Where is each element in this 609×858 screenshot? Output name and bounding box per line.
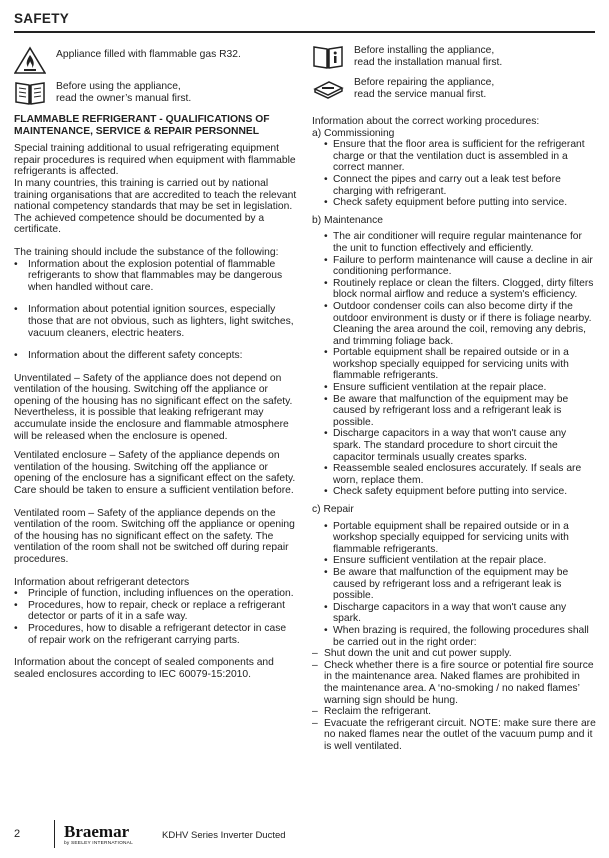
list-item: • Ensure sufficient ventilation at the repair place. bbox=[324, 555, 547, 567]
list-item: – Shut down the unit and cut power supply. bbox=[312, 648, 512, 660]
paragraph: Special training additional to usual refrigerating equipment repair procedures is required when equipment with flammable refrigerants is affected. bbox=[14, 143, 296, 178]
footer-divider bbox=[54, 820, 55, 848]
icon-text: Before installing the appliance, bbox=[354, 45, 495, 56]
icon-text: read the service manual first. bbox=[354, 88, 487, 100]
icon-text: Before repairing the appliance, bbox=[354, 77, 495, 88]
list-item: • Portable equipment shall be repaired outside or in a workshop specially equipped for servicing units with flammable refrigerants. bbox=[324, 520, 569, 555]
list-item: • Procedures, how to disable a refrigerant detector in case of repair work on the refrigerant carrying parts. bbox=[14, 622, 287, 646]
list-item: • Information about potential ignition sources, especially those that are not obvious, such as lighters, light switches, vacuum cleaners, electric heaters. bbox=[14, 304, 294, 339]
brand-tagline: by SEELEY INTERNATIONAL bbox=[64, 841, 133, 846]
icon-row-service-manual bbox=[312, 74, 596, 102]
paragraph: Information about refrigerant detectors bbox=[14, 576, 190, 588]
list-item: • Be aware that malfunction of the equipment may be caused by refrigerant loss and a refrigerant leak is possible. bbox=[324, 393, 569, 428]
left-column bbox=[14, 46, 297, 680]
flammable-warning-icon bbox=[14, 46, 48, 74]
list-item: • Ensure sufficient ventilation at the repair place. bbox=[324, 382, 547, 394]
icon-text: Before using the appliance, bbox=[56, 81, 181, 92]
list-item: • When brazing is required, the following procedures shall be carried out in the right order: bbox=[324, 624, 589, 648]
list-item: • Reassemble sealed enclosures accurately. If seals are worn, replace them. bbox=[324, 463, 582, 486]
icon-text: read the owner’s manual first. bbox=[56, 92, 192, 104]
list-item: • Routinely replace or clean the filters. Clogged, dirty filters block normal airflow and reduce a system's efficiency. bbox=[324, 277, 594, 301]
paragraph: In many countries, this training is carried out by national training organisations that are accredited to teach the relevant national competency standards that may be set in legislation. bbox=[14, 177, 297, 213]
paragraph: The training should include the substance of the following: bbox=[14, 246, 279, 258]
page-number: 2 bbox=[14, 828, 21, 840]
page-footer bbox=[14, 820, 594, 850]
list-item: • Connect the pipes and carry out a leak test before charging with refrigerant. bbox=[324, 173, 561, 197]
paragraph: Information about the correct working procedures: bbox=[312, 116, 540, 127]
icon-row-flammable bbox=[14, 46, 297, 74]
subsection-label: a) Commissioning bbox=[312, 127, 395, 139]
section-heading: FLAMMABLE REFRIGERANT - QUALIFICATIONS OF bbox=[14, 114, 270, 125]
title-divider bbox=[14, 31, 595, 33]
list-item: – Reclaim the refrigerant. bbox=[312, 706, 432, 718]
page-title: SAFETY bbox=[14, 11, 70, 26]
model-name: KDHV Series Inverter Ducted bbox=[162, 830, 286, 841]
right-column bbox=[312, 46, 596, 752]
list-item: • Check safety equipment before putting into service. bbox=[324, 486, 568, 498]
list-item: • Portable equipment shall be repaired outside or in a workshop specially equipped for servicing units with flammable refrigerants. bbox=[324, 347, 569, 382]
paragraph: The achieved competence should be documented by a certificate. bbox=[14, 212, 265, 236]
list-item: • Information about the different safety concepts: bbox=[14, 350, 243, 362]
icon-row-installation-manual bbox=[312, 42, 596, 70]
list-item: • Discharge capacitors in a way that won't cause any spark. bbox=[324, 601, 567, 625]
owners-manual-icon bbox=[14, 78, 48, 106]
list-item: • Outdoor condenser coils can also become dirty if the outdoor environment is dusty or if there is foliage nearby. Cleaning the area around the coil, removing any debris, and trimming foliage back. bbox=[324, 300, 592, 347]
icon-text: Appliance filled with flammable gas R32. bbox=[56, 49, 241, 60]
list-item: • Check safety equipment before putting into service. bbox=[324, 197, 568, 209]
paragraph: Information about the concept of sealed components and sealed enclosures according to IEC 60079-15:2010. bbox=[14, 657, 274, 680]
subsection-label: c) Repair bbox=[312, 504, 354, 515]
list-item: • Be aware that malfunction of the equipment may be caused by refrigerant loss and a refrigerant leak is possible. bbox=[324, 566, 569, 602]
icon-text: read the installation manual first. bbox=[354, 56, 503, 68]
service-manual-icon bbox=[312, 74, 346, 102]
list-item: – Evacuate the refrigerant circuit. NOTE: make sure there are no naked flames near the outlet of the vacuum pump and it is well ventilated. bbox=[312, 717, 596, 752]
list-item: • Failure to perform maintenance will cause a decline in air conditioning performance. bbox=[324, 254, 593, 278]
installation-manual-icon bbox=[312, 42, 346, 70]
paragraph: Ventilated enclosure – Safety of the appliance depends on ventilation of the housing. Switching off the appliance or opening of the enclosure has a significant effect on the safety. Care should be taken to ensure a sufficient ventilation before. bbox=[14, 450, 296, 497]
list-item: • Principle of function, including influences on the operation. bbox=[14, 588, 294, 600]
icon-row-owners-manual bbox=[14, 78, 297, 106]
subsection-label: b) Maintenance bbox=[312, 214, 383, 226]
list-item: • Discharge capacitors in a way that won't cause any spark. The standard procedure to short circuit the capacitor terminals usually creates sparks. bbox=[324, 428, 567, 463]
paragraph: Unventilated – Safety of the appliance does not depend on ventilation of the housing. Switching off the appliance or opening of the housing has no significant effect on the safety. Nevertheless, it is possible that leaking refrigerant may accumulate inside the enclosure and flammable atmosphere will be released when the enclosure is opened. bbox=[14, 372, 293, 442]
brand-logo: Braemar bbox=[64, 822, 130, 841]
list-item: • Procedures, how to repair, check or replace a refrigerant detector or parts of it in a safe way. bbox=[14, 599, 285, 623]
list-item: • Ensure that the floor area is sufficient for the refrigerant charge or that the ventilation duct is assembled in a correct manner. bbox=[324, 139, 585, 174]
list-item: • The air conditioner will require regular maintenance for the unit to function effectively and efficiently. bbox=[324, 231, 582, 254]
list-item: • Information about the explosion potential of flammable refrigerants to show that flammables may be dangerous when handled without care. bbox=[14, 258, 283, 293]
section-heading: MAINTENANCE, SERVICE & REPAIR PERSONNEL bbox=[14, 125, 260, 137]
paragraph: Ventilated room – Safety of the appliance depends on the ventilation of the room. Switching off the appliance or opening of the housing has no significant effect on the safety. The ventilation of the room shall not be switched off during repair procedures. bbox=[14, 507, 295, 565]
list-item: – Check whether there is a fire source or potential fire source in the maintenance area. Naked flames are prohibited in the maintenance area. A ‘no-smoking / no naked flames’ warning sign should be hung. bbox=[312, 659, 594, 706]
